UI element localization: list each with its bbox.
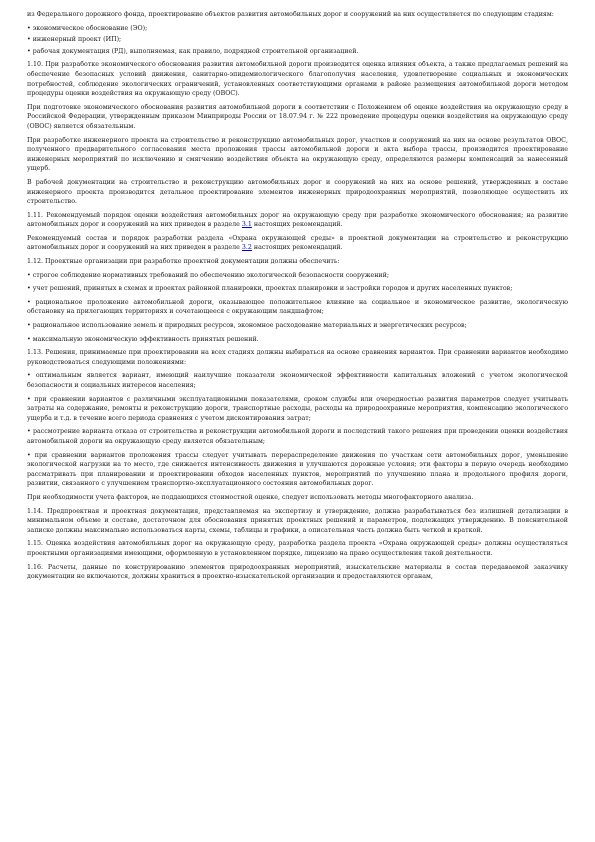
paragraph-text: Рекомендуемый состав и порядок разработки раздела «Охрана окружающей среды» в проектной документации на строительство и реконструкцию автомобильных дорог и сооружений на них приведен в разделе [27, 234, 568, 252]
list-item: • рациональное проложение автомобильной дороги, оказывающее положительное влияние на социальное и экономическое развитие, экологическую обстановку на прилегающих территориях и сочетающееся с окружающим ландшафтом; [27, 298, 568, 316]
list-item: • оптимальным является вариант, имеющий наилучшие показатели экономической эффективности капитальных вложений с учетом экологической безопасности и социальных интересов населения; [27, 372, 568, 389]
paragraph: 1.14. Предпроектная и проектная документация, представляемая на экспертизу и утверждение, должна разрабатываться без излишней детализации в минимальном объеме и составе, достаточном для обоснования принятых проектных решений и параметров, подлежащих утверждению. В пояснительной записке должны максимально использоваться карты, схемы, таблицы и графики, а описательная часть должна быть четкой и краткой. [27, 507, 568, 534]
list-item: • при сравнении вариантов с различными эксплуатационными показателями, сроком службы или очередностью развития параметров следует учитывать затраты на содержание, ремонты и реконструкцию дороги, транспортные расходы, расходы на природоохранные мероприятия, компенсацию экологического ущерба и т.д. в течение всего периода сравнения с учетом дисконтирования затрат; [27, 395, 568, 422]
paragraph: из Федерального дорожного фонда, проектирование объектов развития автомобильных дорог и сооружений на них осуществляется по следующим стадиям: [27, 11, 554, 18]
paragraph: 1.15. Оценка воздействия автомобильных дорог на окружающую среду, разработка раздела проекта «Охрана окружающей среды» должны осуществляться проектными организациями имеющими, оформленную в установленном порядке, лицензию на право осуществления такой деятельности. [27, 540, 568, 557]
paragraph: В рабочей документации на строительство и реконструкцию автомобильных дорог и сооружений на них на основе решений, утвержденных в составе инженерного проекта производится детальное проектирование элементов инженерных природоохранных мероприятий, позволяющее осуществить их строительство. [27, 178, 568, 206]
paragraph: 1.16. Расчеты, данные по конструированию элементов природоохранных мероприятий, изыскательские материалы в состав передаваемой заказчику документации не включаются, должны храниться в проектно-изыскательской организации и предоставляются органам, [27, 563, 568, 581]
list-item: • учет решений, принятых в схемах и проектах районной планировки, проектах планировки и застройки городов и других населенных пунктов; [27, 285, 513, 293]
list-item: • рассмотрение варианта отказа от строительства и реконструкции автомобильной дороги и последствий такого решения при проведении оценки воздействия автомобильной дороги на окружающую среду является обязательным; [27, 428, 568, 445]
paragraph-text: настоящих рекомендаций. [251, 244, 343, 252]
list-item: • максимальную экономическую эффективность принятых решений. [27, 335, 259, 343]
paragraph: 1.10. При разработке экономического обоснования развития автомобильной дороги производится оценка влияния объекта, а также предлагаемых решений на обеспечение безопасных условий движения, санитарно-эпидемиологического благополучия населения, удовлетворение социальных и экономических потребностей, соблюдение экологических ограничений, установленных соответствующими органами в районе размещения автомобильной дороги методом процедуры оценки воздействия на окружающую среду (ОВОС). [27, 61, 568, 98]
document-page [27, 10, 568, 586]
list-item: • при сравнении вариантов проложения трассы следует учитывать перераспределение движения по участкам сети автомобильных дорог, уменьшение экологической нагрузки на то место, где снижается интенсивность движения и улучшаются дорожные условия; эти факторы в первую очередь необходимо рассматривать при планировании и проектировании обходов населенных пунктов, мероприятий по улучшению плана и продольного профиля дороги, развитии, связанного с улучшением транспортно-эксплуатационного состояния автомобильных дорог. [27, 451, 568, 488]
paragraph: 1.13. Решения, принимаемые при проектировании на всех стадиях должны выбираться на основе сравнения вариантов. При сравнении вариантов необходимо руководствоваться следующими положениями: [27, 349, 568, 366]
paragraph-text: настоящих рекомендаций. [251, 221, 343, 229]
list-item: • рабочая документация (РД), выполняемая, как правило, подрядной строительной организацией. [27, 47, 359, 55]
paragraph [27, 211, 568, 230]
list-item: • экономическое обоснование (ЭО); [27, 24, 148, 32]
paragraph: При разработке инженерного проекта на строительство и реконструкцию автомобильных дорог, участков и сооружений на них на основе результатов ОВОС, полученного предварительного согласования места проложения трассы автомобильной дороги и акта выбора трассы, производится проектирование инженерных мероприятий по исключению и смягчению воздействия объекта на окружающую среду, определяются размеры компенсаций за нанесенный ущерб. [27, 136, 568, 173]
paragraph: При подготовке экономического обоснования развития автомобильной дороги в соответствии с Положением об оценке воздействия на окружающую среду в Российской Федерации, утвержденным приказом Минприроды России от 18.07.94 г. № 222 проведение процедуры оценки воздействия на окружающую среду (ОВОС) является обязательным. [27, 103, 568, 130]
section-link[interactable]: 3.1 [241, 221, 252, 229]
section-link[interactable]: 3.2 [241, 244, 252, 252]
paragraph-text: 1.11. Рекомендуемый порядок оценки воздействия автомобильных дорог на окружающую среду при разработке экономического обоснования; на развитие автомобильных дорог и сооружений на них приведен в разделе [27, 211, 568, 229]
list-item: • рациональное использование земель и природных ресурсов, экономное расходование материальных и энергетических ресурсов; [27, 322, 467, 330]
paragraph: При необходимости учета факторов, не поддающихся стоимостной оценке, следует использовать методы многофакторного анализа. [27, 493, 474, 501]
list-item: • строгое соблюдение нормативных требований по обеспечению экологической безопасности сооружений; [27, 271, 389, 279]
list-item: • инженерный проект (ИП); [27, 36, 122, 44]
paragraph [27, 234, 568, 253]
paragraph: 1.12. Проектные организации при разработке проектной документации должны обеспечить: [27, 258, 340, 266]
